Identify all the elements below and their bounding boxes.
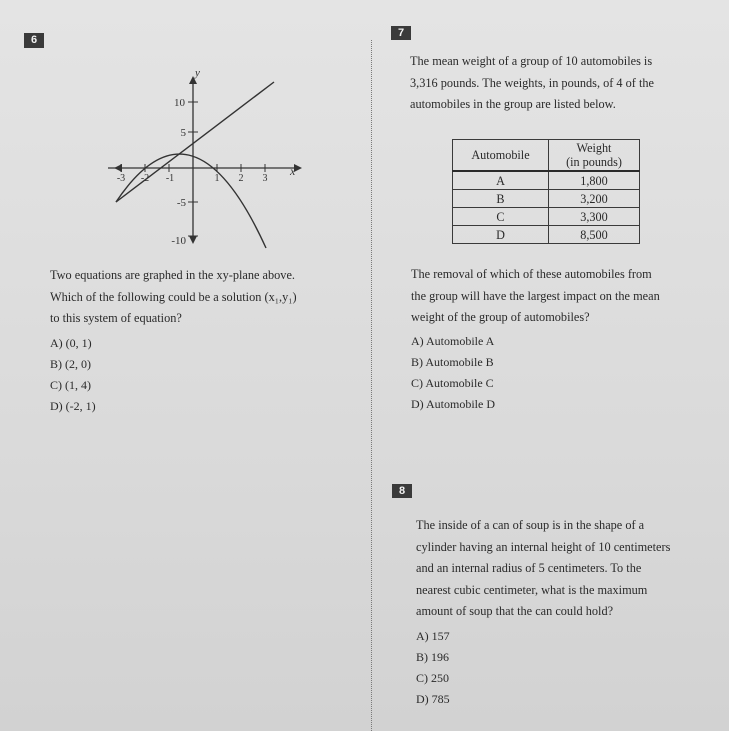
q7-choices [411, 331, 495, 415]
q8-stem-line: and an internal radius of 5 centimeters. To the [416, 561, 642, 575]
table-row [453, 171, 640, 190]
q7-choice-c[interactable]: C) Automobile C [411, 376, 494, 390]
x-tick-label-2: 2 [238, 173, 244, 184]
cell-weight: 3,300 [549, 208, 640, 226]
q7-question [411, 264, 716, 329]
cell-automobile: A [453, 171, 549, 190]
q8-choice-c[interactable]: C) 250 [416, 671, 449, 685]
y-axis-label: y [195, 67, 200, 79]
q7-stem-line: automobiles in the group are listed below. [410, 97, 616, 111]
q6-stem-line: Which of the following could be a solution (x₁,y₁) [50, 289, 297, 304]
question-7-number: 7 [391, 26, 411, 40]
q6-choices [50, 333, 96, 417]
line-graph [116, 82, 274, 202]
header-weight [549, 140, 640, 172]
q8-choices [416, 626, 450, 710]
q8-stem-line: cylinder having an internal height of 10 centimeters [416, 539, 671, 554]
question-8-number: 8 [392, 484, 412, 498]
q7-stem-line: 3,316 pounds. The weights, in pounds, of 4 of the [410, 75, 654, 90]
q8-stem-line: amount of soup that the can could hold? [416, 604, 614, 618]
x-tick-label-neg1: -1 [165, 173, 175, 184]
y-axis-arrow-bottom [189, 236, 197, 244]
table-row [453, 190, 640, 208]
table-row [453, 208, 640, 226]
column-divider [371, 40, 372, 731]
q6-stem [50, 265, 360, 330]
header-automobile: Automobile [453, 140, 549, 172]
x-tick-label-1: 1 [214, 173, 220, 184]
q8-choice-a[interactable]: A) 157 [416, 629, 450, 643]
y-tick-label-10: 10 [174, 97, 185, 109]
q6-choice-a[interactable]: A) (0, 1) [50, 336, 92, 350]
q8-stem-line: nearest cubic centimeter, what is the maximum [416, 582, 648, 597]
q6-stem-line: Two equations are graphed in the xy-plane above. [50, 268, 295, 282]
q8-stem [416, 515, 721, 623]
cell-weight: 8,500 [549, 226, 640, 244]
q6-choice-b[interactable]: B) (2, 0) [50, 357, 91, 371]
table-row [453, 226, 640, 244]
cell-weight: 3,200 [549, 190, 640, 208]
cell-automobile: B [453, 190, 549, 208]
q8-stem-line: The inside of a can of soup is in the shape of a [416, 518, 645, 532]
x-tick-label-neg2: -2 [140, 173, 150, 184]
cell-weight: 1,800 [549, 171, 640, 190]
q7-choice-d[interactable]: D) Automobile D [411, 397, 495, 411]
q6-graph [108, 62, 308, 262]
x-tick-label-neg3: -3 [116, 173, 126, 184]
header-weight-line: Weight [576, 141, 612, 155]
x-tick-label-3: 3 [262, 173, 268, 184]
header-weight-line: (in pounds) [566, 155, 622, 169]
automobile-weight-table [452, 139, 640, 244]
y-tick-label-neg10: -10 [171, 235, 186, 247]
q7-choice-a[interactable]: A) Automobile A [411, 334, 495, 348]
q7-stem [410, 51, 710, 116]
q8-choice-b[interactable]: B) 196 [416, 650, 449, 664]
cell-automobile: D [453, 226, 549, 244]
q7-choice-b[interactable]: B) Automobile B [411, 355, 494, 369]
q7-question-line: weight of the group of automobiles? [411, 310, 590, 324]
q6-choice-d[interactable]: D) (-2, 1) [50, 399, 96, 413]
question-6-number: 6 [24, 33, 44, 48]
q8-choice-d[interactable]: D) 785 [416, 692, 450, 706]
cell-automobile: C [453, 208, 549, 226]
q7-question-line: The removal of which of these automobiles from [411, 267, 652, 281]
y-tick-label-neg5: -5 [176, 197, 186, 209]
q7-question-line: the group will have the largest impact on the mean [411, 288, 660, 303]
table-header-row [453, 140, 640, 172]
x-axis-label: x [290, 164, 296, 178]
q6-choice-c[interactable]: C) (1, 4) [50, 378, 91, 392]
y-tick-label-5: 5 [180, 127, 186, 139]
q7-stem-line: The mean weight of a group of 10 automobiles is [410, 54, 653, 68]
q6-stem-line: to this system of equation? [50, 311, 182, 325]
